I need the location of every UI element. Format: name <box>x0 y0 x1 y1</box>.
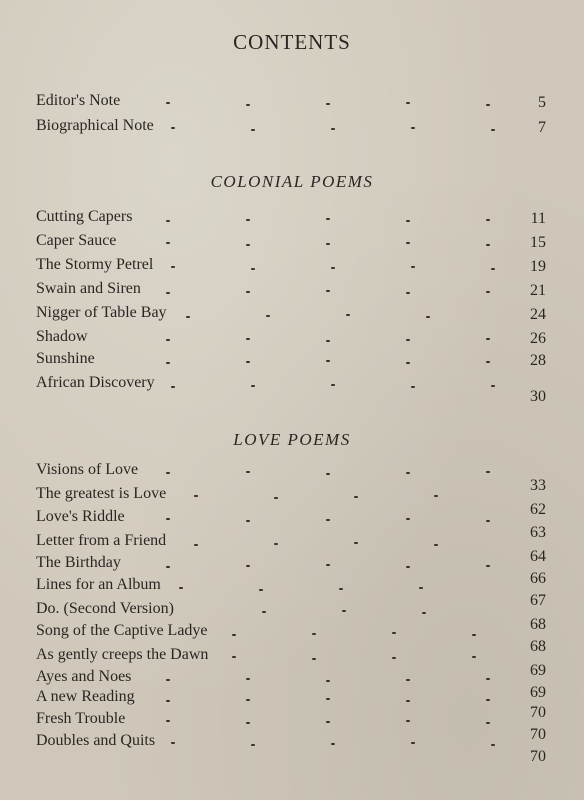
leader-dot <box>486 244 490 246</box>
toc-entry-page-number: 15 <box>530 234 546 251</box>
dot-leader <box>166 710 496 730</box>
leader-dot <box>331 267 335 269</box>
toc-entry <box>36 374 546 405</box>
toc-entry-page-number: 63 <box>530 524 546 541</box>
leader-dot <box>486 291 490 293</box>
leader-dot <box>491 129 495 131</box>
leader-dot <box>246 338 250 340</box>
leader-dot <box>406 362 410 364</box>
toc-entry-page-number: 69 <box>530 684 546 701</box>
leader-dot <box>339 588 343 590</box>
toc-entry-title: A new Reading <box>36 688 135 705</box>
leader-dot <box>406 518 410 520</box>
leader-dot <box>406 292 410 294</box>
leader-dot <box>491 268 495 270</box>
leader-dot <box>406 679 410 681</box>
leader-dot <box>251 129 255 131</box>
leader-dot <box>406 566 410 568</box>
toc-entry-page-number: 28 <box>530 352 546 369</box>
leader-dot <box>266 315 270 317</box>
leader-dot <box>326 243 330 245</box>
dot-leader <box>166 328 496 348</box>
leader-dot <box>491 744 495 746</box>
leader-dot <box>312 658 316 660</box>
leader-dot <box>171 386 175 388</box>
dot-leader <box>166 532 496 552</box>
leader-dot <box>331 743 335 745</box>
leader-dot <box>486 471 490 473</box>
leader-dot <box>411 127 415 129</box>
dot-leader <box>166 576 496 596</box>
leader-dot <box>166 472 170 474</box>
toc-entry-page-number: 19 <box>530 258 546 275</box>
dot-leader <box>166 508 496 528</box>
leader-dot <box>166 362 170 364</box>
dot-leader <box>166 485 496 505</box>
leader-dot <box>326 340 330 342</box>
toc-entry-page-number: 24 <box>530 306 546 323</box>
toc-entry <box>36 117 546 139</box>
leader-dot <box>179 587 183 589</box>
toc-entry <box>36 280 546 302</box>
toc-entry-page-number: 68 <box>530 616 546 633</box>
section-heading-colonial: COLONIAL POEMS <box>210 172 374 191</box>
leader-dot <box>251 268 255 270</box>
toc-entry-title: Song of the Captive Ladye <box>36 622 208 639</box>
toc-entry-title: Fresh Trouble <box>36 710 126 727</box>
toc-entry-page-number: 70 <box>530 726 546 743</box>
section-heading-love: LOVE POEMS <box>233 430 351 449</box>
leader-dot <box>262 611 266 613</box>
leader-dot <box>246 722 250 724</box>
dot-leader <box>166 668 496 688</box>
leader-dot <box>259 589 263 591</box>
leader-dot <box>346 314 350 316</box>
toc-entry-page-number: 68 <box>530 638 546 655</box>
leader-dot <box>246 219 250 221</box>
dot-leader <box>166 374 496 394</box>
toc-entry-title: Visions of Love <box>36 461 139 478</box>
leader-dot <box>342 610 346 612</box>
toc-entry-title: Love's Riddle <box>36 508 125 525</box>
leader-dot <box>166 720 170 722</box>
leader-dot <box>354 542 358 544</box>
toc-entry-page-number: 70 <box>530 704 546 721</box>
leader-dot <box>232 656 236 658</box>
leader-dot <box>486 104 490 106</box>
toc-entry <box>36 328 546 350</box>
dot-leader <box>166 304 496 324</box>
leader-dot <box>274 543 278 545</box>
leader-dot <box>392 632 396 634</box>
leader-dot <box>246 104 250 106</box>
leader-dot <box>171 127 175 129</box>
leader-dot <box>251 385 255 387</box>
toc-entry <box>36 256 546 278</box>
leader-dot <box>406 242 410 244</box>
leader-dot <box>326 473 330 475</box>
toc-entry-page-number: 64 <box>530 548 546 565</box>
toc-entry <box>36 92 546 114</box>
leader-dot <box>434 495 438 497</box>
toc-entry-title: Nigger of Table Bay <box>36 304 167 321</box>
leader-dot <box>166 679 170 681</box>
leader-dot <box>486 520 490 522</box>
leader-dot <box>411 742 415 744</box>
leader-dot <box>486 338 490 340</box>
toc-entry <box>36 304 546 326</box>
toc-entry-page-number: 26 <box>530 330 546 347</box>
leader-dot <box>491 385 495 387</box>
toc-entry-title: Sunshine <box>36 350 95 367</box>
leader-dot <box>246 678 250 680</box>
toc-entry-title: Caper Sauce <box>36 232 117 249</box>
leader-dot <box>246 244 250 246</box>
leader-dot <box>331 384 335 386</box>
leader-dot <box>166 700 170 702</box>
leader-dot <box>411 266 415 268</box>
leader-dot <box>486 722 490 724</box>
leader-dot <box>406 720 410 722</box>
toc-entry <box>36 350 546 372</box>
toc-entry-title: Letter from a Friend <box>36 532 167 549</box>
leader-dot <box>406 102 410 104</box>
leader-dot <box>246 520 250 522</box>
leader-dot <box>406 339 410 341</box>
leader-dot <box>326 698 330 700</box>
leader-dot <box>171 266 175 268</box>
leader-dot <box>312 633 316 635</box>
toc-entry-page-number: 30 <box>530 388 546 405</box>
toc-entry <box>36 232 546 254</box>
leader-dot <box>246 565 250 567</box>
page-title: CONTENTS <box>233 30 351 54</box>
toc-entry-page-number: 5 <box>538 94 546 111</box>
toc-entry-page-number: 7 <box>538 119 546 136</box>
leader-dot <box>166 518 170 520</box>
toc-entry <box>36 208 546 230</box>
dot-leader <box>166 92 496 112</box>
leader-dot <box>486 361 490 363</box>
leader-dot <box>246 471 250 473</box>
toc-entry-title: Shadow <box>36 328 88 345</box>
leader-dot <box>486 699 490 701</box>
toc-entry-page-number: 62 <box>530 501 546 518</box>
leader-dot <box>171 742 175 744</box>
dot-leader <box>166 732 496 752</box>
leader-dot <box>486 219 490 221</box>
toc-entry-title: Ayes and Noes <box>36 668 132 685</box>
leader-dot <box>406 220 410 222</box>
toc-entry-page-number: 21 <box>530 282 546 299</box>
leader-dot <box>166 102 170 104</box>
dot-leader <box>166 600 496 620</box>
leader-dot <box>331 128 335 130</box>
leader-dot <box>422 612 426 614</box>
leader-dot <box>186 316 190 318</box>
toc-entry-title: Biographical Note <box>36 117 154 134</box>
dot-leader <box>166 688 496 708</box>
leader-dot <box>246 699 250 701</box>
leader-dot <box>326 721 330 723</box>
leader-dot <box>194 495 198 497</box>
leader-dot <box>486 565 490 567</box>
leader-dot <box>166 292 170 294</box>
leader-dot <box>326 519 330 521</box>
leader-dot <box>194 544 198 546</box>
toc-entry-title: Editor's Note <box>36 92 121 109</box>
toc-entry-title: Lines for an Album <box>36 576 161 593</box>
dot-leader <box>166 280 496 300</box>
toc-entry-title: Doubles and Quits <box>36 732 156 749</box>
leader-dot <box>166 566 170 568</box>
dot-leader <box>166 208 496 228</box>
dot-leader <box>166 117 496 137</box>
leader-dot <box>246 361 250 363</box>
leader-dot <box>326 680 330 682</box>
leader-dot <box>166 242 170 244</box>
leader-dot <box>486 678 490 680</box>
toc-entry-title: The Stormy Petrel <box>36 256 154 273</box>
leader-dot <box>419 587 423 589</box>
dot-leader <box>166 622 496 642</box>
toc-entry-page-number: 69 <box>530 662 546 679</box>
leader-dot <box>411 386 415 388</box>
dot-leader <box>166 256 496 276</box>
leader-dot <box>354 496 358 498</box>
leader-dot <box>326 290 330 292</box>
toc-entry <box>36 732 546 765</box>
dot-leader <box>166 350 496 370</box>
leader-dot <box>232 634 236 636</box>
dot-leader <box>166 232 496 252</box>
toc-entry-page-number: 67 <box>530 592 546 609</box>
leader-dot <box>434 544 438 546</box>
dot-leader <box>166 554 496 574</box>
leader-dot <box>326 360 330 362</box>
toc-entry-title: The greatest is Love <box>36 485 167 502</box>
toc-entry-title: Do. (Second Version) <box>36 600 174 617</box>
toc-entry-page-number: 66 <box>530 570 546 587</box>
toc-entry-title: African Discovery <box>36 374 155 391</box>
toc-entry-page-number: 11 <box>530 210 546 227</box>
leader-dot <box>472 656 476 658</box>
toc-entry-page-number: 70 <box>530 748 546 765</box>
leader-dot <box>274 497 278 499</box>
leader-dot <box>166 220 170 222</box>
leader-dot <box>326 103 330 105</box>
leader-dot <box>426 316 430 318</box>
leader-dot <box>246 291 250 293</box>
toc-entry-title: As gently creeps the Dawn <box>36 646 209 663</box>
leader-dot <box>472 634 476 636</box>
leader-dot <box>406 472 410 474</box>
leader-dot <box>251 744 255 746</box>
leader-dot <box>392 657 396 659</box>
leader-dot <box>326 218 330 220</box>
toc-entry-title: Swain and Siren <box>36 280 141 297</box>
toc-entry-title: Cutting Capers <box>36 208 133 225</box>
leader-dot <box>406 700 410 702</box>
dot-leader <box>166 646 496 666</box>
leader-dot <box>326 564 330 566</box>
toc-entry-page-number: 33 <box>530 477 546 494</box>
leader-dot <box>166 339 170 341</box>
toc-entry-title: The Birthday <box>36 554 121 571</box>
dot-leader <box>166 461 496 481</box>
